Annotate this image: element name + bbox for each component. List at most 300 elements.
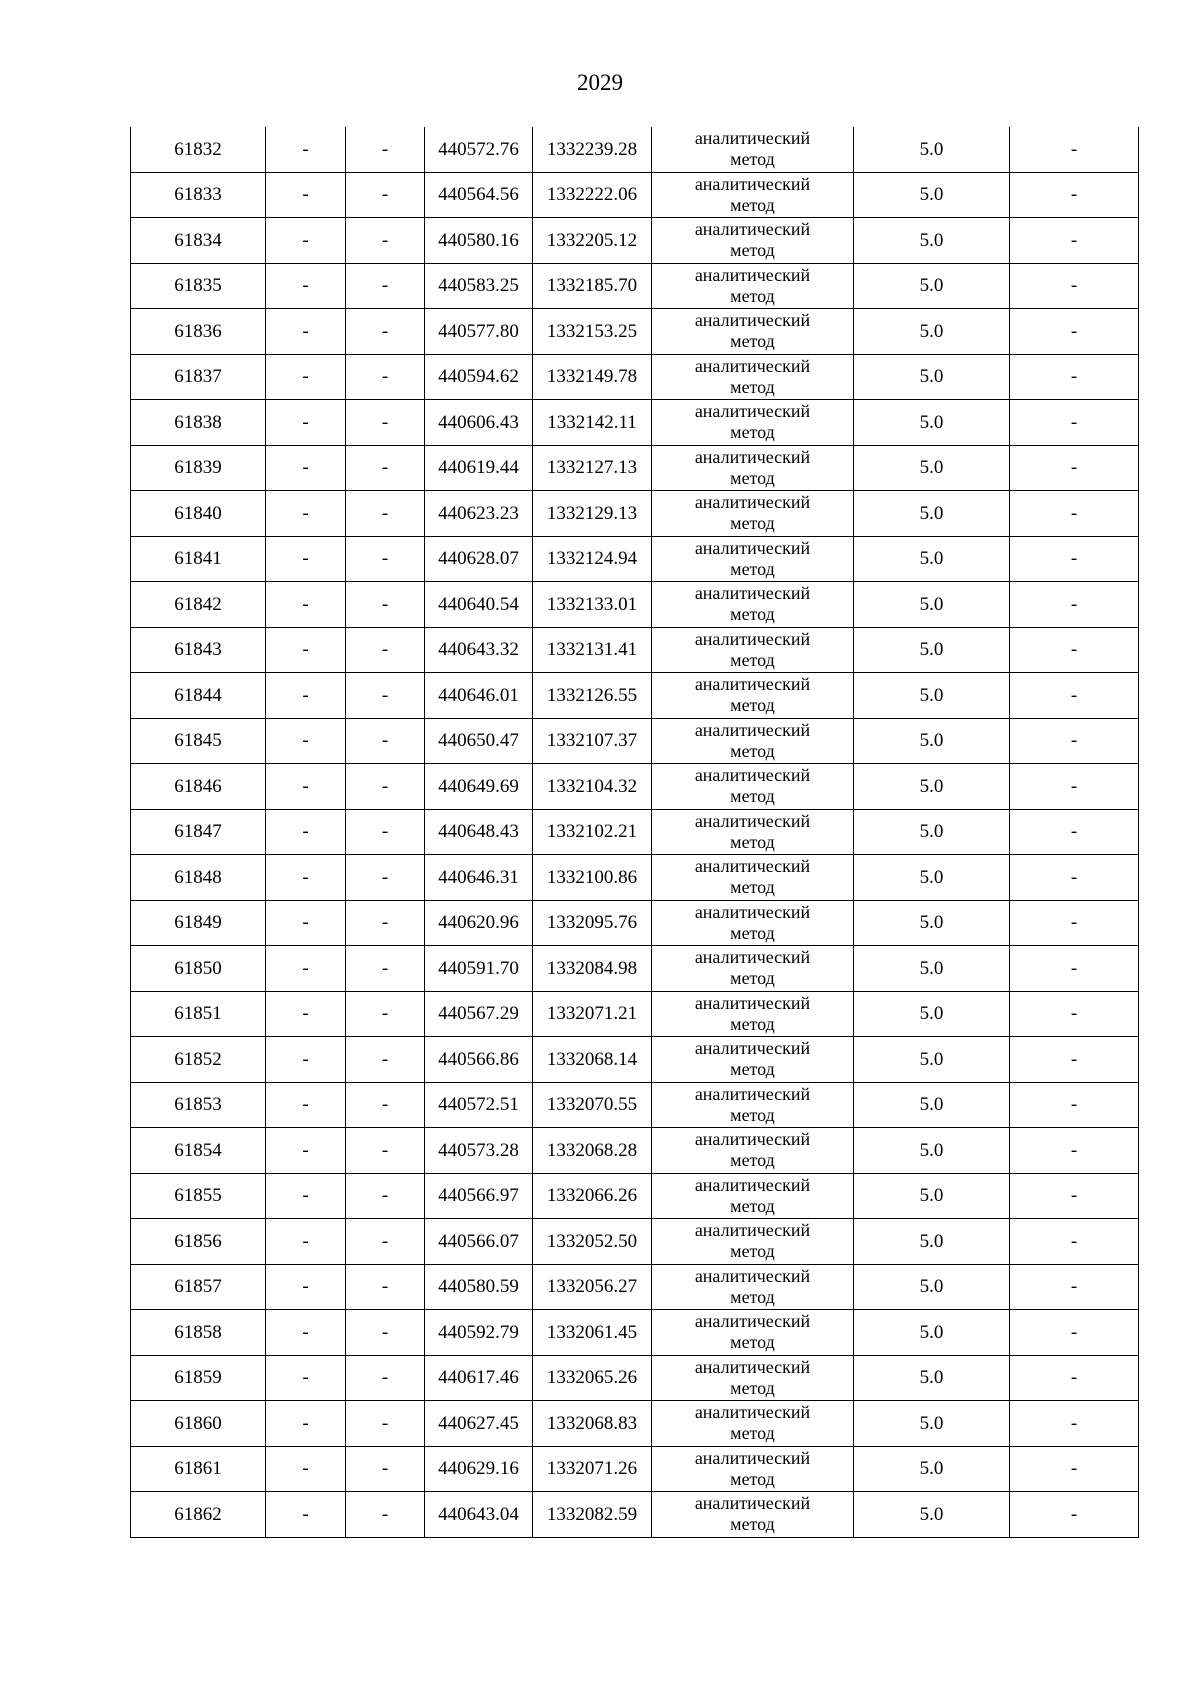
point-id-cell: 61851 (131, 991, 266, 1037)
dash-cell: - (346, 1037, 425, 1083)
x-coordinate-cell: 440650.47 (425, 718, 533, 764)
precision-cell: 5.0 (854, 946, 1010, 992)
point-id-cell: 61845 (131, 718, 266, 764)
y-coordinate-cell: 1332071.26 (533, 1446, 652, 1492)
table-body (131, 127, 1139, 1537)
note-cell: - (1010, 991, 1139, 1037)
table-row (131, 673, 1139, 719)
point-id-cell: 61838 (131, 400, 266, 446)
table-row (131, 1037, 1139, 1083)
dash-cell: - (346, 718, 425, 764)
dash-cell: - (266, 1173, 346, 1219)
dash-cell: - (266, 718, 346, 764)
precision-cell: 5.0 (854, 1219, 1010, 1265)
dash-cell: - (266, 491, 346, 537)
precision-cell: 5.0 (854, 354, 1010, 400)
dash-cell: - (346, 127, 425, 172)
method-text-line: аналитический (694, 492, 811, 513)
note-cell: - (1010, 127, 1139, 172)
point-id-cell: 61840 (131, 491, 266, 537)
precision-cell: 5.0 (854, 309, 1010, 355)
x-coordinate-cell: 440572.51 (425, 1082, 533, 1128)
dash-cell: - (266, 445, 346, 491)
method-text-line: аналитический (694, 1038, 811, 1059)
table-row (131, 1355, 1139, 1401)
dash-cell: - (346, 172, 425, 218)
method-text-line: аналитический (694, 401, 811, 422)
dash-cell: - (346, 582, 425, 628)
precision-cell: 5.0 (854, 400, 1010, 446)
method-cell (652, 309, 854, 355)
method-text-line: аналитический (694, 765, 811, 786)
method-cell (652, 127, 854, 172)
method-cell (652, 263, 854, 309)
table-row (131, 1446, 1139, 1492)
x-coordinate-cell: 440648.43 (425, 809, 533, 855)
method-text-line: метод (730, 1514, 775, 1535)
note-cell: - (1010, 627, 1139, 673)
dash-cell: - (266, 582, 346, 628)
dash-cell: - (346, 673, 425, 719)
table-row (131, 900, 1139, 946)
table-row (131, 491, 1139, 537)
table-row (131, 309, 1139, 355)
method-text-line: аналитический (694, 1402, 811, 1423)
method-text-line: аналитический (694, 674, 811, 695)
method-text-line: аналитический (694, 219, 811, 240)
dash-cell: - (266, 1310, 346, 1356)
precision-cell: 5.0 (854, 263, 1010, 309)
method-text-line: аналитический (694, 992, 811, 1013)
method-text-line: аналитический (694, 537, 811, 558)
x-coordinate-cell: 440623.23 (425, 491, 533, 537)
method-text-line: метод (730, 467, 775, 488)
dash-cell: - (346, 991, 425, 1037)
y-coordinate-cell: 1332100.86 (533, 855, 652, 901)
method-cell (652, 218, 854, 264)
point-id-cell: 61833 (131, 172, 266, 218)
note-cell: - (1010, 855, 1139, 901)
dash-cell: - (346, 1082, 425, 1128)
note-cell: - (1010, 536, 1139, 582)
method-text-line: аналитический (694, 1129, 811, 1150)
dash-cell: - (266, 900, 346, 946)
note-cell: - (1010, 1037, 1139, 1083)
page-number: 2029 (577, 70, 623, 95)
y-coordinate-cell: 1332107.37 (533, 718, 652, 764)
method-text-line: аналитический (694, 446, 811, 467)
method-text-line: метод (730, 1286, 775, 1307)
dash-cell: - (346, 1355, 425, 1401)
precision-cell: 5.0 (854, 536, 1010, 582)
method-text-line: метод (730, 831, 775, 852)
x-coordinate-cell: 440592.79 (425, 1310, 533, 1356)
note-cell: - (1010, 1219, 1139, 1265)
method-cell (652, 764, 854, 810)
y-coordinate-cell: 1332124.94 (533, 536, 652, 582)
dash-cell: - (346, 400, 425, 446)
note-cell: - (1010, 673, 1139, 719)
dash-cell: - (346, 1128, 425, 1174)
table-row (131, 855, 1139, 901)
precision-cell: 5.0 (854, 491, 1010, 537)
method-text-line: метод (730, 1332, 775, 1353)
table-row (131, 1173, 1139, 1219)
precision-cell: 5.0 (854, 900, 1010, 946)
method-text-line: аналитический (694, 310, 811, 331)
method-text-line: аналитический (694, 947, 811, 968)
table-row (131, 536, 1139, 582)
dash-cell: - (346, 536, 425, 582)
dash-cell: - (266, 764, 346, 810)
point-id-cell: 61854 (131, 1128, 266, 1174)
table-row (131, 354, 1139, 400)
dash-cell: - (266, 673, 346, 719)
y-coordinate-cell: 1332222.06 (533, 172, 652, 218)
dash-cell: - (346, 946, 425, 992)
dash-cell: - (346, 627, 425, 673)
y-coordinate-cell: 1332066.26 (533, 1173, 652, 1219)
method-text-line: метод (730, 1468, 775, 1489)
note-cell: - (1010, 946, 1139, 992)
y-coordinate-cell: 1332068.83 (533, 1401, 652, 1447)
x-coordinate-cell: 440643.32 (425, 627, 533, 673)
x-coordinate-cell: 440617.46 (425, 1355, 533, 1401)
precision-cell: 5.0 (854, 1128, 1010, 1174)
method-text-line: аналитический (694, 173, 811, 194)
precision-cell: 5.0 (854, 127, 1010, 172)
method-cell (652, 1082, 854, 1128)
y-coordinate-cell: 1332153.25 (533, 309, 652, 355)
dash-cell: - (266, 1355, 346, 1401)
note-cell: - (1010, 1355, 1139, 1401)
y-coordinate-cell: 1332056.27 (533, 1264, 652, 1310)
precision-cell: 5.0 (854, 1492, 1010, 1538)
method-cell (652, 718, 854, 764)
dash-cell: - (266, 172, 346, 218)
method-cell (652, 445, 854, 491)
method-cell (652, 1037, 854, 1083)
y-coordinate-cell: 1332126.55 (533, 673, 652, 719)
note-cell: - (1010, 1128, 1139, 1174)
method-text-line: аналитический (694, 901, 811, 922)
x-coordinate-cell: 440649.69 (425, 764, 533, 810)
method-text-line: метод (730, 604, 775, 625)
y-coordinate-cell: 1332133.01 (533, 582, 652, 628)
method-text-line: метод (730, 877, 775, 898)
method-cell (652, 855, 854, 901)
dash-cell: - (346, 1264, 425, 1310)
x-coordinate-cell: 440627.45 (425, 1401, 533, 1447)
dash-cell: - (346, 1173, 425, 1219)
dash-cell: - (346, 1401, 425, 1447)
point-id-cell: 61837 (131, 354, 266, 400)
table-row (131, 1082, 1139, 1128)
precision-cell: 5.0 (854, 809, 1010, 855)
table-row (131, 400, 1139, 446)
y-coordinate-cell: 1332102.21 (533, 809, 652, 855)
method-text-line: аналитический (694, 1493, 811, 1514)
point-id-cell: 61835 (131, 263, 266, 309)
x-coordinate-cell: 440580.16 (425, 218, 533, 264)
x-coordinate-cell: 440577.80 (425, 309, 533, 355)
y-coordinate-cell: 1332052.50 (533, 1219, 652, 1265)
point-id-cell: 61844 (131, 673, 266, 719)
table-row (131, 172, 1139, 218)
dash-cell: - (346, 1492, 425, 1538)
point-id-cell: 61853 (131, 1082, 266, 1128)
y-coordinate-cell: 1332071.21 (533, 991, 652, 1037)
x-coordinate-cell: 440594.62 (425, 354, 533, 400)
point-id-cell: 61839 (131, 445, 266, 491)
point-id-cell: 61847 (131, 809, 266, 855)
table-row (131, 1219, 1139, 1265)
method-text-line: метод (730, 786, 775, 807)
y-coordinate-cell: 1332127.13 (533, 445, 652, 491)
y-coordinate-cell: 1332082.59 (533, 1492, 652, 1538)
dash-cell: - (346, 1446, 425, 1492)
point-id-cell: 61834 (131, 218, 266, 264)
method-cell (652, 1173, 854, 1219)
method-text-line: метод (730, 331, 775, 352)
method-cell (652, 400, 854, 446)
x-coordinate-cell: 440646.31 (425, 855, 533, 901)
coordinates-table (130, 127, 1139, 1538)
x-coordinate-cell: 440567.29 (425, 991, 533, 1037)
y-coordinate-cell: 1332185.70 (533, 263, 652, 309)
method-text-line: аналитический (694, 1083, 811, 1104)
dash-cell: - (346, 354, 425, 400)
y-coordinate-cell: 1332095.76 (533, 900, 652, 946)
method-text-line: метод (730, 968, 775, 989)
precision-cell: 5.0 (854, 991, 1010, 1037)
note-cell: - (1010, 309, 1139, 355)
method-text-line: аналитический (694, 628, 811, 649)
x-coordinate-cell: 440566.07 (425, 1219, 533, 1265)
precision-cell: 5.0 (854, 673, 1010, 719)
y-coordinate-cell: 1332205.12 (533, 218, 652, 264)
method-text-line: аналитический (694, 719, 811, 740)
y-coordinate-cell: 1332084.98 (533, 946, 652, 992)
method-text-line: метод (730, 740, 775, 761)
x-coordinate-cell: 440643.04 (425, 1492, 533, 1538)
x-coordinate-cell: 440591.70 (425, 946, 533, 992)
method-text-line: метод (730, 1150, 775, 1171)
method-text-line: метод (730, 1013, 775, 1034)
x-coordinate-cell: 440573.28 (425, 1128, 533, 1174)
dash-cell: - (266, 855, 346, 901)
point-id-cell: 61832 (131, 127, 266, 172)
method-text-line: метод (730, 513, 775, 534)
dash-cell: - (346, 491, 425, 537)
method-cell (652, 536, 854, 582)
precision-cell: 5.0 (854, 582, 1010, 628)
dash-cell: - (346, 309, 425, 355)
x-coordinate-cell: 440572.76 (425, 127, 533, 172)
x-coordinate-cell: 440629.16 (425, 1446, 533, 1492)
dash-cell: - (266, 309, 346, 355)
precision-cell: 5.0 (854, 855, 1010, 901)
method-text-line: аналитический (694, 810, 811, 831)
point-id-cell: 61842 (131, 582, 266, 628)
method-text-line: метод (730, 149, 775, 170)
dash-cell: - (266, 1037, 346, 1083)
precision-cell: 5.0 (854, 1355, 1010, 1401)
dash-cell: - (266, 1128, 346, 1174)
method-text-line: метод (730, 558, 775, 579)
method-cell (652, 1264, 854, 1310)
dash-cell: - (266, 627, 346, 673)
method-text-line: аналитический (694, 1356, 811, 1377)
dash-cell: - (266, 1446, 346, 1492)
method-text-line: метод (730, 240, 775, 261)
y-coordinate-cell: 1332149.78 (533, 354, 652, 400)
note-cell: - (1010, 263, 1139, 309)
note-cell: - (1010, 900, 1139, 946)
dash-cell: - (266, 1492, 346, 1538)
x-coordinate-cell: 440640.54 (425, 582, 533, 628)
method-text-line: метод (730, 422, 775, 443)
method-cell (652, 946, 854, 992)
method-text-line: метод (730, 1241, 775, 1262)
method-cell (652, 673, 854, 719)
precision-cell: 5.0 (854, 764, 1010, 810)
method-text-line: метод (730, 194, 775, 215)
dash-cell: - (266, 536, 346, 582)
note-cell: - (1010, 1401, 1139, 1447)
table-row (131, 263, 1139, 309)
x-coordinate-cell: 440566.86 (425, 1037, 533, 1083)
method-cell (652, 1446, 854, 1492)
method-cell (652, 582, 854, 628)
dash-cell: - (346, 263, 425, 309)
y-coordinate-cell: 1332131.41 (533, 627, 652, 673)
dash-cell: - (266, 127, 346, 172)
table-row (131, 445, 1139, 491)
y-coordinate-cell: 1332239.28 (533, 127, 652, 172)
precision-cell: 5.0 (854, 627, 1010, 673)
note-cell: - (1010, 1492, 1139, 1538)
point-id-cell: 61857 (131, 1264, 266, 1310)
dash-cell: - (346, 218, 425, 264)
method-cell (652, 809, 854, 855)
note-cell: - (1010, 445, 1139, 491)
method-text-line: аналитический (694, 1220, 811, 1241)
point-id-cell: 61860 (131, 1401, 266, 1447)
method-text-line: метод (730, 695, 775, 716)
table-row (131, 1492, 1139, 1538)
dash-cell: - (346, 809, 425, 855)
table-row (131, 1310, 1139, 1356)
table-row (131, 1401, 1139, 1447)
precision-cell: 5.0 (854, 1401, 1010, 1447)
method-text-line: метод (730, 1104, 775, 1125)
table-row (131, 582, 1139, 628)
point-id-cell: 61852 (131, 1037, 266, 1083)
note-cell: - (1010, 491, 1139, 537)
note-cell: - (1010, 764, 1139, 810)
table-row (131, 991, 1139, 1037)
dash-cell: - (266, 263, 346, 309)
method-cell (652, 1401, 854, 1447)
y-coordinate-cell: 1332065.26 (533, 1355, 652, 1401)
x-coordinate-cell: 440646.01 (425, 673, 533, 719)
method-cell (652, 1128, 854, 1174)
dash-cell: - (346, 900, 425, 946)
precision-cell: 5.0 (854, 1082, 1010, 1128)
point-id-cell: 61843 (131, 627, 266, 673)
method-text-line: метод (730, 1059, 775, 1080)
table-row (131, 1128, 1139, 1174)
point-id-cell: 61862 (131, 1492, 266, 1538)
table-row (131, 1264, 1139, 1310)
table-row (131, 127, 1139, 172)
method-text-line: аналитический (694, 856, 811, 877)
method-cell (652, 172, 854, 218)
y-coordinate-cell: 1332104.32 (533, 764, 652, 810)
point-id-cell: 61856 (131, 1219, 266, 1265)
y-coordinate-cell: 1332061.45 (533, 1310, 652, 1356)
note-cell: - (1010, 400, 1139, 446)
point-id-cell: 61846 (131, 764, 266, 810)
note-cell: - (1010, 1173, 1139, 1219)
dash-cell: - (346, 1310, 425, 1356)
method-text-line: аналитический (694, 1174, 811, 1195)
precision-cell: 5.0 (854, 1310, 1010, 1356)
dash-cell: - (266, 1082, 346, 1128)
point-id-cell: 61859 (131, 1355, 266, 1401)
method-text-line: аналитический (694, 1311, 811, 1332)
dash-cell: - (266, 809, 346, 855)
method-text-line: метод (730, 1423, 775, 1444)
dash-cell: - (266, 354, 346, 400)
table-row (131, 627, 1139, 673)
method-text-line: аналитический (694, 583, 811, 604)
point-id-cell: 61849 (131, 900, 266, 946)
method-text-line: метод (730, 376, 775, 397)
x-coordinate-cell: 440606.43 (425, 400, 533, 446)
y-coordinate-cell: 1332068.28 (533, 1128, 652, 1174)
x-coordinate-cell: 440580.59 (425, 1264, 533, 1310)
method-cell (652, 354, 854, 400)
method-text-line: аналитический (694, 264, 811, 285)
method-cell (652, 1310, 854, 1356)
point-id-cell: 61836 (131, 309, 266, 355)
point-id-cell: 61850 (131, 946, 266, 992)
method-cell (652, 1355, 854, 1401)
point-id-cell: 61855 (131, 1173, 266, 1219)
dash-cell: - (266, 991, 346, 1037)
note-cell: - (1010, 582, 1139, 628)
note-cell: - (1010, 1082, 1139, 1128)
x-coordinate-cell: 440628.07 (425, 536, 533, 582)
method-cell (652, 627, 854, 673)
x-coordinate-cell: 440620.96 (425, 900, 533, 946)
dash-cell: - (346, 1219, 425, 1265)
precision-cell: 5.0 (854, 1264, 1010, 1310)
point-id-cell: 61841 (131, 536, 266, 582)
dash-cell: - (266, 946, 346, 992)
dash-cell: - (266, 1219, 346, 1265)
table-row (131, 718, 1139, 764)
x-coordinate-cell: 440566.97 (425, 1173, 533, 1219)
precision-cell: 5.0 (854, 1446, 1010, 1492)
method-cell (652, 991, 854, 1037)
y-coordinate-cell: 1332068.14 (533, 1037, 652, 1083)
dash-cell: - (266, 218, 346, 264)
method-cell (652, 1219, 854, 1265)
point-id-cell: 61848 (131, 855, 266, 901)
